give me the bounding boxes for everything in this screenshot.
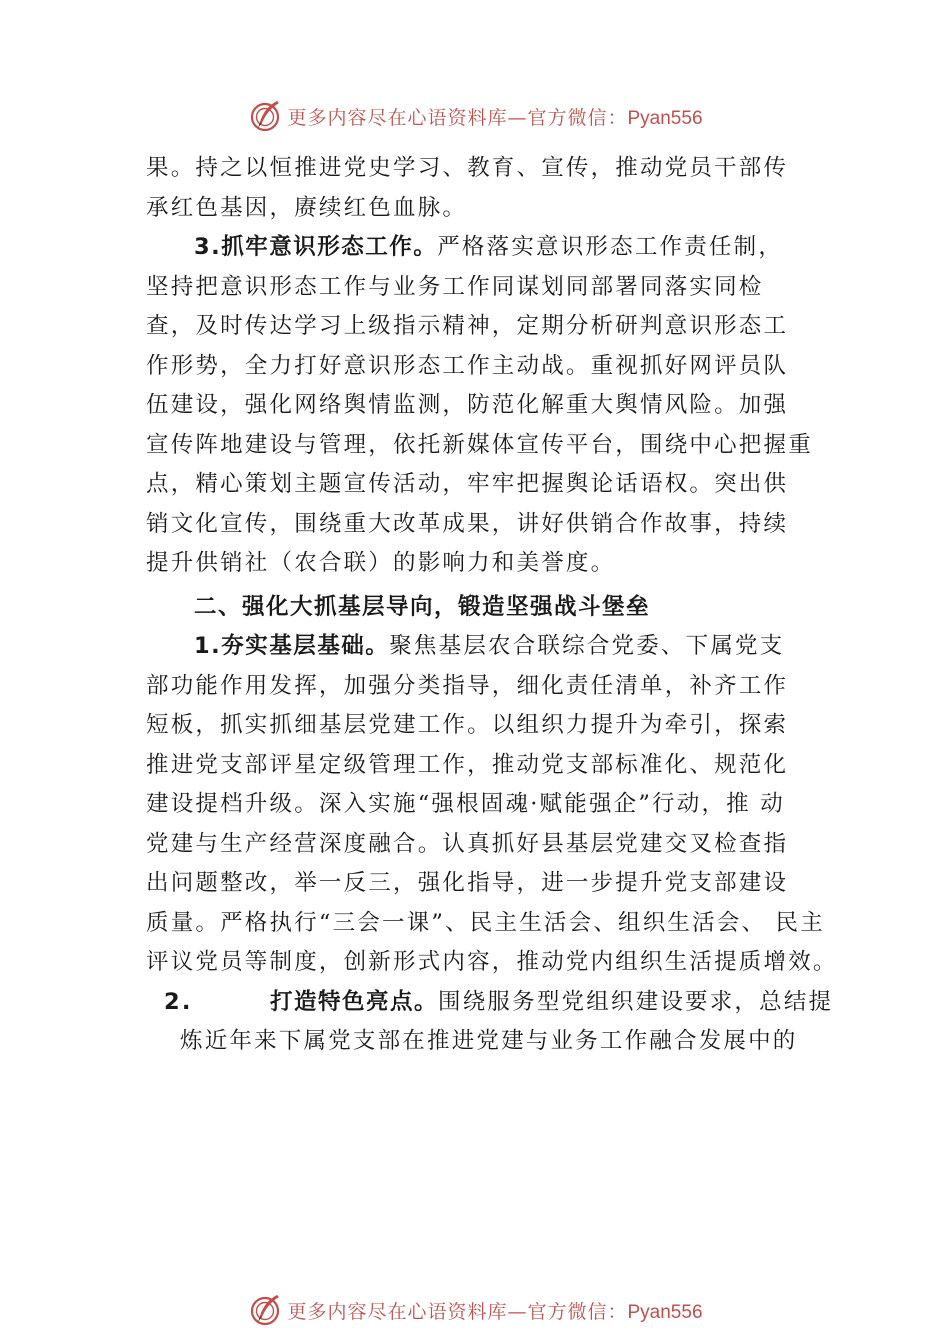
item-title: 抓牢意识形态工作。 [221, 234, 438, 260]
banner-dash: — [507, 1300, 528, 1323]
text-span: 围绕服务型党组织建设要求，总结提 [438, 988, 834, 1015]
item-number: 2. [164, 988, 193, 1015]
footer-banner [0, 1290, 950, 1330]
text-line: 建设提档升级。深入实施“强根固魂·赋能强企”行动，推 动 [146, 791, 785, 817]
banner-prefix: 更多内容尽在心语资料库 [287, 1300, 508, 1323]
text-span: 聚焦基层农合联综合党委、下属党支 [389, 633, 785, 659]
banner-wechat-label: 官方微信： [527, 106, 628, 129]
text-line: 承红色基因，赓续红色血脉。 [146, 194, 468, 221]
section-heading: 二、强化大抓基层导向，锻造坚强战斗堡垒 [194, 593, 651, 620]
banner-dash: — [507, 106, 528, 129]
document-body [146, 149, 838, 1062]
text-line: 查，及时传达学习上级指示精神，定期分析研判意识形态工 [146, 313, 789, 339]
paragraph-start [146, 627, 818, 667]
text-line: 推进党支部评星定级管理工作，推动党支部标准化、规范化 [146, 751, 789, 778]
text-line: 宣传阵地建设与管理，依托新媒体宣传平台，围绕中心把握重 [146, 431, 813, 458]
text-line: 炼近年来下属党支部在推进党建与业务工作融合发展中的 [180, 1028, 798, 1054]
text-line: 提升供销社（农合联）的影响力和美誉度。 [146, 550, 616, 576]
text-line: 评议党员等制度，创新形式内容，推动党内组织生活提质增效。 [146, 949, 838, 975]
item-title: 夯实基层基础。 [221, 633, 390, 659]
paragraph-start [146, 228, 818, 268]
quill-seal-icon [247, 98, 283, 134]
item-title: 打造特色亮点。 [270, 988, 439, 1015]
text-line: 党建与生产经营深度融合。认真抓好县基层党建交叉检查指 [146, 830, 789, 857]
banner-prefix: 更多内容尽在心语资料库 [287, 106, 508, 129]
text-line: 短板，抓实抓细基层党建工作。以组织力提升为牵引，探索 [146, 712, 789, 738]
text-line: 伍建设，强化网络舆情监测，防范化解重大舆情风险。加强 [146, 392, 789, 418]
item-number: 3. [194, 234, 222, 260]
text-line: 出问题整改，举一反三，强化指导，进一步提升党支部建设 [146, 870, 789, 896]
banner-text [287, 103, 702, 130]
text-line: 部功能作用发挥，加强分类指导，细化责任清单，补齐工作 [146, 672, 789, 699]
text-span: 严格落实意识形态工作责任制， [437, 234, 784, 260]
quill-seal-icon [247, 1292, 283, 1328]
item-number: 1. [194, 633, 222, 659]
paragraph-start [146, 983, 834, 1023]
text-line: 坚持把意识形态工作与业务工作同谋划同部署同落实同检 [146, 273, 764, 300]
text-line: 点，精心策划主题宣传活动，牢牢把握舆论话语权。突出供 [146, 471, 789, 497]
banner-wechat-label: 官方微信： [527, 1300, 628, 1323]
text-line: 销文化宣传，围绕重大改革成果，讲好供销合作故事，持续 [146, 510, 789, 537]
text-line: 作形势，全力打好意识形态工作主动战。重视抓好网评员队 [146, 352, 789, 379]
banner-text [287, 1297, 702, 1324]
banner-wechat-id: Pyan556 [627, 107, 703, 129]
banner-wechat-id: Pyan556 [627, 1301, 703, 1323]
header-banner [0, 96, 950, 136]
text-line: 质量。严格执行“三会一课”、民主生活会、组织生活会、 民主 [146, 909, 825, 936]
text-line: 果。持之以恒推进党史学习、教育、宣传，推动党员干部传 [146, 155, 789, 181]
